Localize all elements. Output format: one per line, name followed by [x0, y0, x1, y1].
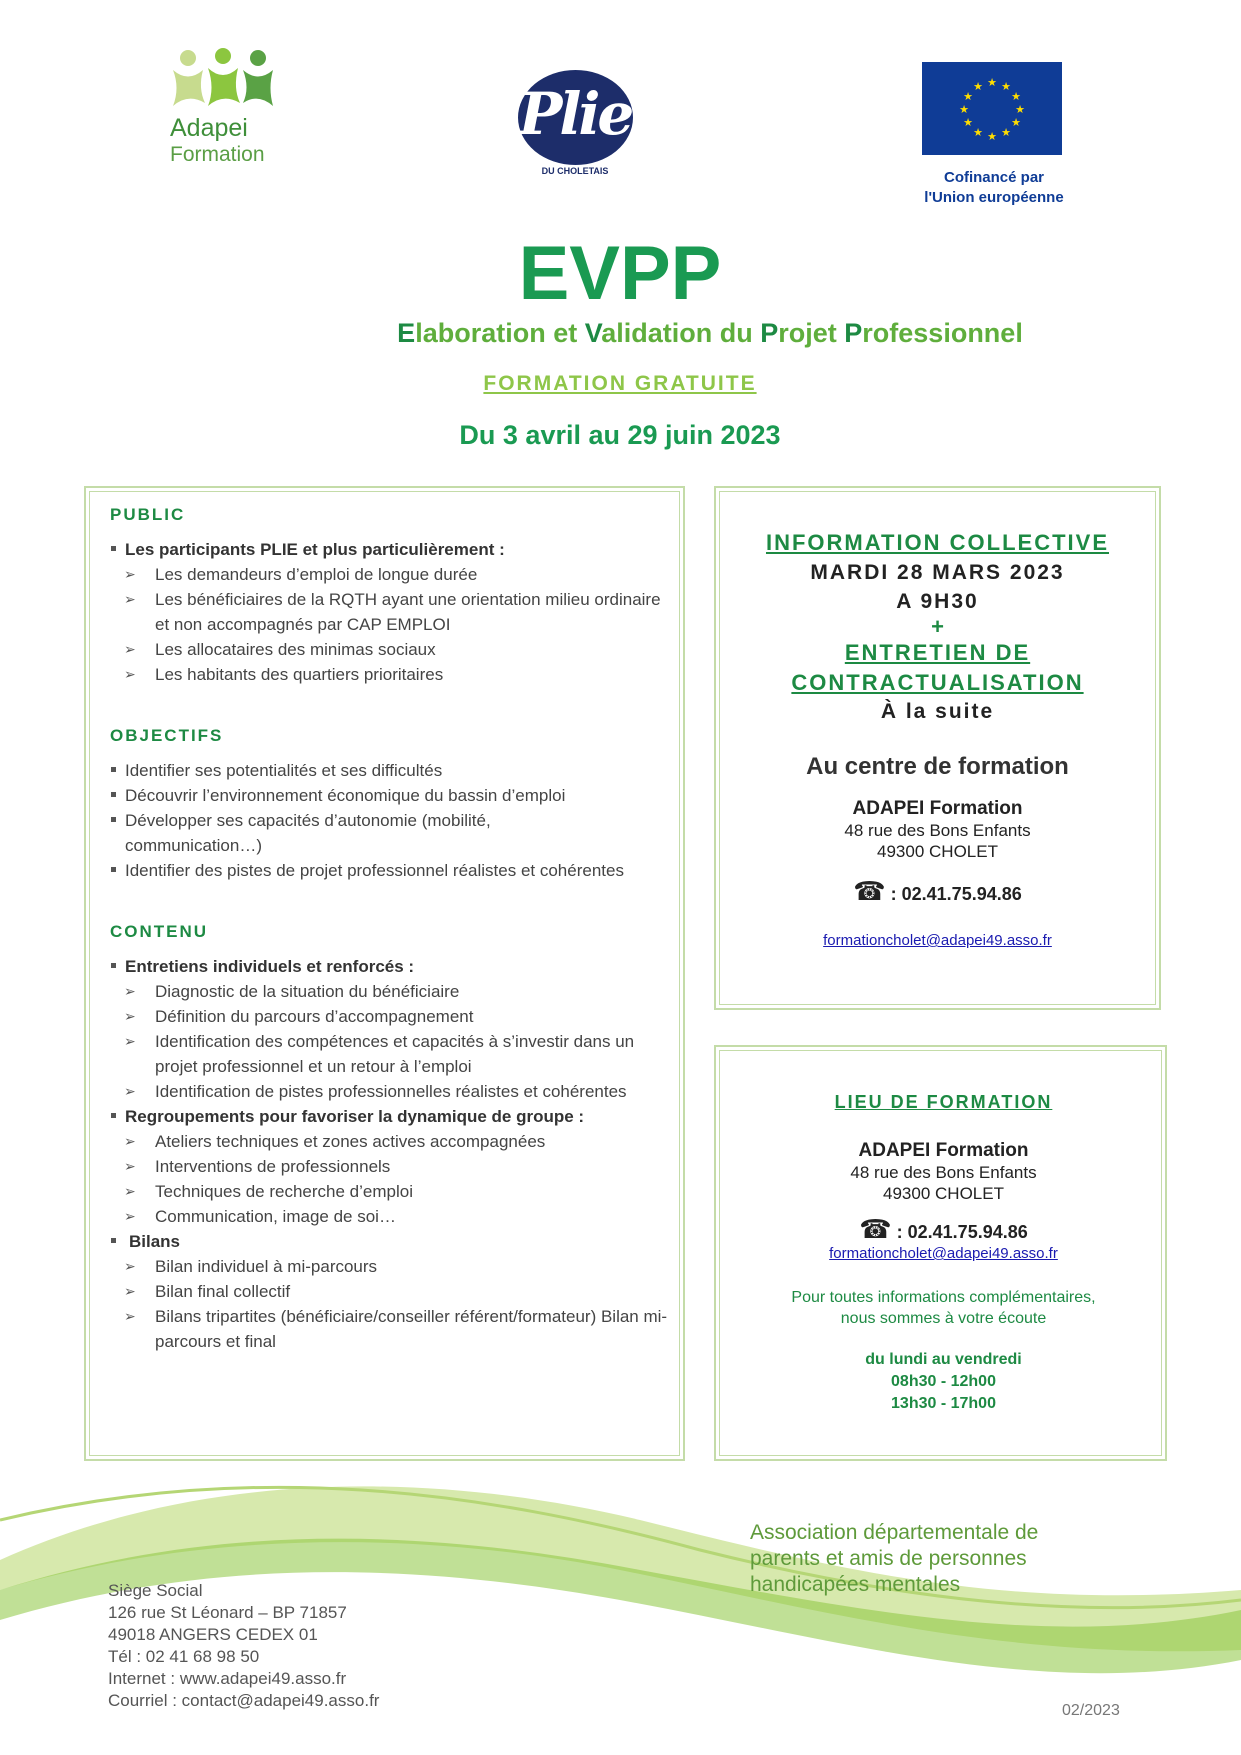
- free-training-text: FORMATION GRATUITE: [483, 372, 757, 395]
- svg-text:★: ★: [1001, 127, 1011, 139]
- org-name: ADAPEI Formation: [852, 798, 1023, 819]
- list-item: ➢ Les demandeurs d’emploi de longue durée: [110, 562, 670, 587]
- subtitle-initial: P: [760, 318, 779, 348]
- info-session-content: [730, 528, 1145, 951]
- head-office-address: [108, 1580, 488, 1712]
- address-line: 49018 ANGERS CEDEX 01: [108, 1625, 318, 1644]
- list-item: ➢ Interventions de professionnels: [110, 1154, 670, 1179]
- svg-text:★: ★: [963, 117, 973, 129]
- org-street: 48 rue des Bons Enfants: [850, 1163, 1037, 1182]
- objectifs-heading: OBJECTIFS: [110, 726, 224, 745]
- phone-number[interactable]: : 02.41.75.94.86: [896, 1222, 1028, 1242]
- svg-text:★: ★: [1001, 81, 1011, 93]
- list-item: ➢ Bilans tripartites (bénéficiaire/conseiller référent/formateur) Bilan mi-parcours et final: [110, 1304, 670, 1354]
- svg-text:★: ★: [973, 127, 983, 139]
- contenu-heading: CONTENU: [110, 922, 209, 941]
- eu-caption-line: l'Union européenne: [924, 189, 1064, 206]
- contenu-group-lead: Entretiens individuels et renforcés :: [110, 954, 670, 979]
- venue-heading: LIEU DE FORMATION: [834, 1092, 1053, 1112]
- svg-text:★: ★: [973, 81, 983, 93]
- email-link[interactable]: formationcholet@adapei49.asso.fr: [829, 1245, 1058, 1262]
- page-title: EVPP: [518, 231, 722, 316]
- adapei-people-icon: [168, 48, 278, 118]
- opening-days: du lundi au vendredi: [865, 1351, 1022, 1368]
- subtitle-part: rojet: [778, 318, 845, 348]
- list-item: ➢ Les bénéficiaires de la RQTH ayant une orientation milieu ordinaire et non accompagnés par CAP EMPLOI: [110, 587, 670, 637]
- association-line: handicapées mentales: [750, 1573, 961, 1596]
- list-item: ➢ Bilan final collectif: [110, 1279, 670, 1304]
- info-session-heading: INFORMATION COLLECTIVE: [765, 530, 1110, 555]
- eu-flag-icon: [922, 62, 1062, 155]
- adapei-logo: [160, 48, 280, 188]
- svg-text:★: ★: [987, 77, 997, 89]
- subtitle-part: laboration et: [415, 318, 585, 348]
- opening-hours: 13h30 - 17h00: [891, 1395, 996, 1412]
- contenu-group-lead: Regroupements pour favoriser la dynamique de groupe :: [110, 1104, 670, 1129]
- org-street: 48 rue des Bons Enfants: [844, 821, 1031, 840]
- email-link[interactable]: formationcholet@adapei49.asso.fr: [823, 932, 1052, 949]
- list-item: Développer ses capacités d’autonomie (mobilité, communication…): [110, 808, 670, 858]
- list-item: ➢ Techniques de recherche d’emploi: [110, 1179, 670, 1204]
- free-training-label: [400, 372, 840, 396]
- contact-note: Pour toutes informations complémentaires,: [791, 1289, 1096, 1306]
- entretien-heading-line: CONTRACTUALISATION: [791, 670, 1084, 695]
- subtitle-initial: E: [397, 318, 416, 348]
- subtitle-initial: V: [584, 318, 602, 348]
- centre-label: Au centre de formation: [806, 753, 1069, 780]
- program-content: [110, 502, 670, 1354]
- svg-text:★: ★: [1011, 91, 1021, 103]
- document-date: 02/2023: [1062, 1702, 1120, 1719]
- org-city: 49300 CHOLET: [877, 842, 998, 861]
- list-item: ➢ Diagnostic de la situation du bénéficiaire: [110, 979, 670, 1004]
- list-item: Identifier des pistes de projet professionnel réalistes et cohérentes: [110, 858, 670, 883]
- eu-logo: [922, 62, 1122, 212]
- plie-logo-sub: DU CHOLETAIS: [541, 166, 609, 176]
- address-line[interactable]: Courriel : contact@adapei49.asso.fr: [108, 1691, 380, 1710]
- org-name: ADAPEI Formation: [858, 1140, 1029, 1161]
- eu-caption: [914, 168, 1074, 208]
- address-line: Siège Social: [108, 1581, 203, 1600]
- opening-hours: 08h30 - 12h00: [891, 1373, 996, 1390]
- plie-logo-word: Plie: [518, 80, 632, 148]
- public-lead: Les participants PLIE et plus particulièrement :: [110, 537, 670, 562]
- svg-text:★: ★: [963, 91, 973, 103]
- address-line: 126 rue St Léonard – BP 71857: [108, 1603, 347, 1622]
- eu-caption-line: Cofinancé par: [943, 169, 1045, 186]
- contenu-group-lead: Bilans: [110, 1229, 670, 1254]
- list-item: ➢ Identification de pistes professionnelles réalistes et cohérentes: [110, 1079, 670, 1104]
- list-item: ➢ Les habitants des quartiers prioritaires: [110, 662, 670, 687]
- phone-number[interactable]: : 02.41.75.94.86: [890, 884, 1022, 904]
- entretien-heading-line: ENTRETIEN DE: [844, 640, 1031, 665]
- contact-note: nous sommes à votre écoute: [840, 1310, 1047, 1327]
- list-item: ➢ Identification des compétences et capacités à s’investir dans un projet professionnel et un retour à l’emploi: [110, 1029, 670, 1079]
- public-heading: PUBLIC: [110, 505, 186, 524]
- address-line: Tél : 02 41 68 98 50: [108, 1647, 260, 1666]
- list-item: ➢ Bilan individuel à mi-parcours: [110, 1254, 670, 1279]
- svg-text:★: ★: [959, 104, 969, 116]
- phone-icon: ☎: [853, 876, 886, 906]
- subtitle-part: alidation du: [601, 318, 761, 348]
- plus-sign: +: [931, 614, 944, 639]
- subtitle-part: rofessionnel: [862, 318, 1023, 348]
- plie-logo: [515, 70, 635, 180]
- info-session-date: MARDI 28 MARS 2023: [810, 561, 1065, 584]
- phone-line: [736, 1216, 1151, 1245]
- association-line: parents et amis de personnes: [750, 1547, 1027, 1570]
- list-item: ➢ Définition du parcours d’accompagnement: [110, 1004, 670, 1029]
- adapei-logo-sub: Formation: [170, 143, 265, 166]
- org-city: 49300 CHOLET: [883, 1184, 1004, 1203]
- subtitle-initial: P: [844, 318, 863, 348]
- venue-content: [736, 1090, 1151, 1415]
- list-item: Identifier ses potentialités et ses difficultés: [110, 758, 670, 783]
- list-item: Découvrir l’environnement économique du bassin d’emploi: [110, 783, 670, 808]
- entretien-timing: À la suite: [880, 700, 995, 723]
- list-item: ➢ Ateliers techniques et zones actives accompagnées: [110, 1129, 670, 1154]
- svg-text:★: ★: [987, 131, 997, 143]
- info-session-time: A 9H30: [896, 590, 979, 613]
- svg-text:★: ★: [1011, 117, 1021, 129]
- association-line: Association départementale de: [750, 1521, 1039, 1544]
- association-description: [750, 1520, 1150, 1598]
- address-line[interactable]: Internet : www.adapei49.asso.fr: [108, 1669, 347, 1688]
- list-item: ➢ Communication, image de soi…: [110, 1204, 670, 1229]
- phone-line: [730, 878, 1145, 907]
- page-subtitle: [300, 318, 1120, 349]
- list-item: ➢ Les allocataires des minimas sociaux: [110, 637, 670, 662]
- adapei-logo-word: Adapei: [170, 114, 248, 142]
- training-dates: Du 3 avril au 29 juin 2023: [459, 420, 781, 450]
- phone-icon: ☎: [859, 1214, 892, 1244]
- svg-text:★: ★: [1015, 104, 1025, 116]
